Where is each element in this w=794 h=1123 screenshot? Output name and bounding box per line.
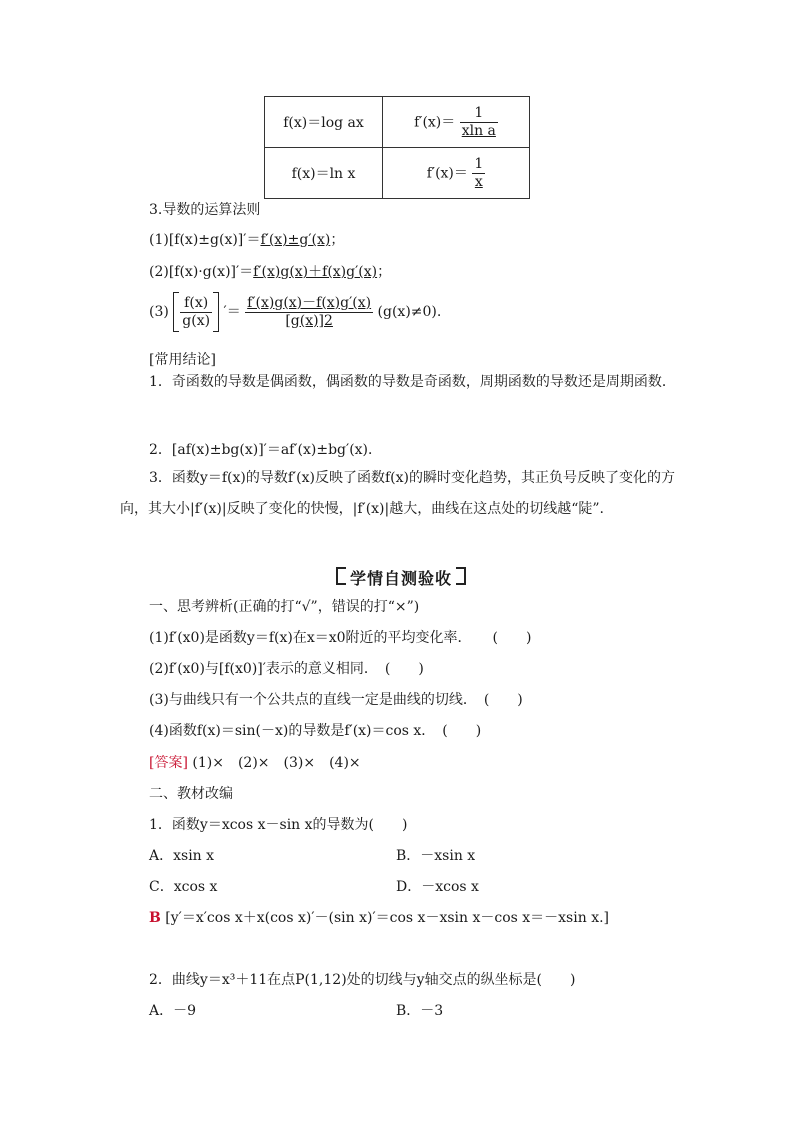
answer-label: [答案] <box>149 755 188 771</box>
answer-letter: B <box>149 910 161 926</box>
formula-ln: f(x)＝ln x <box>291 166 356 182</box>
fraction-denominator: [g(x)]2 <box>285 312 333 329</box>
fraction-numerator: 1 <box>460 105 498 123</box>
rule-end: ； <box>377 264 392 280</box>
derivative-prefix: f′(x)＝ <box>426 165 468 181</box>
conclusion-1: 1．奇函数的导数是偶函数，偶函数的导数是奇函数，周期函数的导数还是周期函数． <box>149 374 676 390</box>
question-item: (1)f′(x0)是函数y＝f(x)在x＝x0附近的平均变化率． ( ) <box>149 630 532 646</box>
table-row <box>265 97 530 148</box>
part1-heading: 一、思考辨析(正确的打“√”，错误的打“×”) <box>149 599 420 615</box>
table-cell-function <box>265 97 383 148</box>
bracket-right-icon <box>456 567 466 585</box>
rule-end: ； <box>330 232 345 248</box>
fraction <box>460 105 498 140</box>
option-c: C．xcos x <box>149 879 218 895</box>
option-a: A．－9 <box>149 1003 197 1019</box>
table-cell-function <box>265 148 383 199</box>
fraction-denominator: g(x) <box>182 312 211 329</box>
rule-sum <box>149 230 344 250</box>
fraction-numerator: f(x) <box>180 295 212 313</box>
fraction-denominator: x <box>474 173 483 190</box>
answer-text: (1)× (2)× (3)× (4)× <box>192 755 361 771</box>
option-b: B．－xsin x <box>396 848 476 864</box>
rule-rhs: f′(x)±g′(x) <box>260 232 331 248</box>
table-cell-derivative <box>383 148 530 199</box>
rule-condition: (g(x)≠0). <box>377 304 442 320</box>
rule-product <box>149 262 391 282</box>
derivative-prefix: f′(x)＝ <box>414 114 456 130</box>
answer-line <box>149 753 361 773</box>
part2-heading: 二、教材改编 <box>149 786 233 802</box>
solution-text: [y′＝x′cos x＋x(cos x)′－(sin x)′＝cos x－xsin x－cos x＝－xsin x.] <box>165 910 609 926</box>
option-a: A．xsin x <box>149 848 215 864</box>
conclusion-2: 2．[af(x)±bg(x)]′＝af′(x)±bg′(x)． <box>149 442 383 458</box>
table-row <box>265 148 530 199</box>
conclusions-heading: [常用结论] <box>149 352 216 368</box>
section-title <box>336 566 466 589</box>
question-item: (2)f′(x0)与[f(x0)]′表示的意义相同． ( ) <box>149 661 424 677</box>
fraction <box>472 156 485 191</box>
question-item: (4)函数f(x)＝sin(－x)的导数是f′(x)＝cos x． ( ) <box>149 723 482 739</box>
formula-log: f(x)＝log ax <box>283 115 364 131</box>
derivative-formula-table <box>264 96 530 199</box>
rule-lhs: (1)[f(x)±g(x)]′＝ <box>149 232 261 248</box>
rule-quotient <box>149 292 441 332</box>
table-cell-derivative <box>383 97 530 148</box>
rules-heading: 3.导数的运算法则 <box>149 202 261 218</box>
option-b: B．－3 <box>396 1003 444 1019</box>
rule-rhs: f′(x)g(x)＋f(x)g′(x) <box>253 264 378 280</box>
quotient-bracket <box>173 292 219 332</box>
fraction-numerator: f′(x)g(x)－f(x)g′(x) <box>247 294 372 311</box>
section-title-text: 学情自测验收 <box>350 569 453 588</box>
fraction <box>180 295 212 330</box>
fraction-denominator: xln a <box>461 122 496 139</box>
question-item: 1．函数y＝xcos x－sin x的导数为( ) <box>149 817 408 833</box>
conclusion-3: 3．函数y＝f(x)的导数f′(x)反映了函数f(x)的瞬时变化趋势，其正负号反映了变化的方向，其大小|f′(x)|反映了变化的快慢，|f′(x)|越大，曲线在这点处的切线越“陡”. <box>120 470 675 517</box>
rule-lhs: (2)[f(x)·g(x)]′＝ <box>149 264 254 280</box>
rule-label: (3) <box>149 304 169 320</box>
question-item: 2．曲线y＝x³＋11在点P(1,12)处的切线与y轴交点的纵坐标是( ) <box>149 972 576 988</box>
rule-prime: ′＝ <box>223 304 241 320</box>
bracket-left-icon <box>336 567 346 585</box>
fraction <box>245 295 373 330</box>
fraction-numerator: 1 <box>474 155 484 172</box>
question-item: (3)与曲线只有一个公共点的直线一定是曲线的切线． ( ) <box>149 692 523 708</box>
solution-1 <box>120 903 676 934</box>
option-d: D．－xcos x <box>396 879 479 895</box>
